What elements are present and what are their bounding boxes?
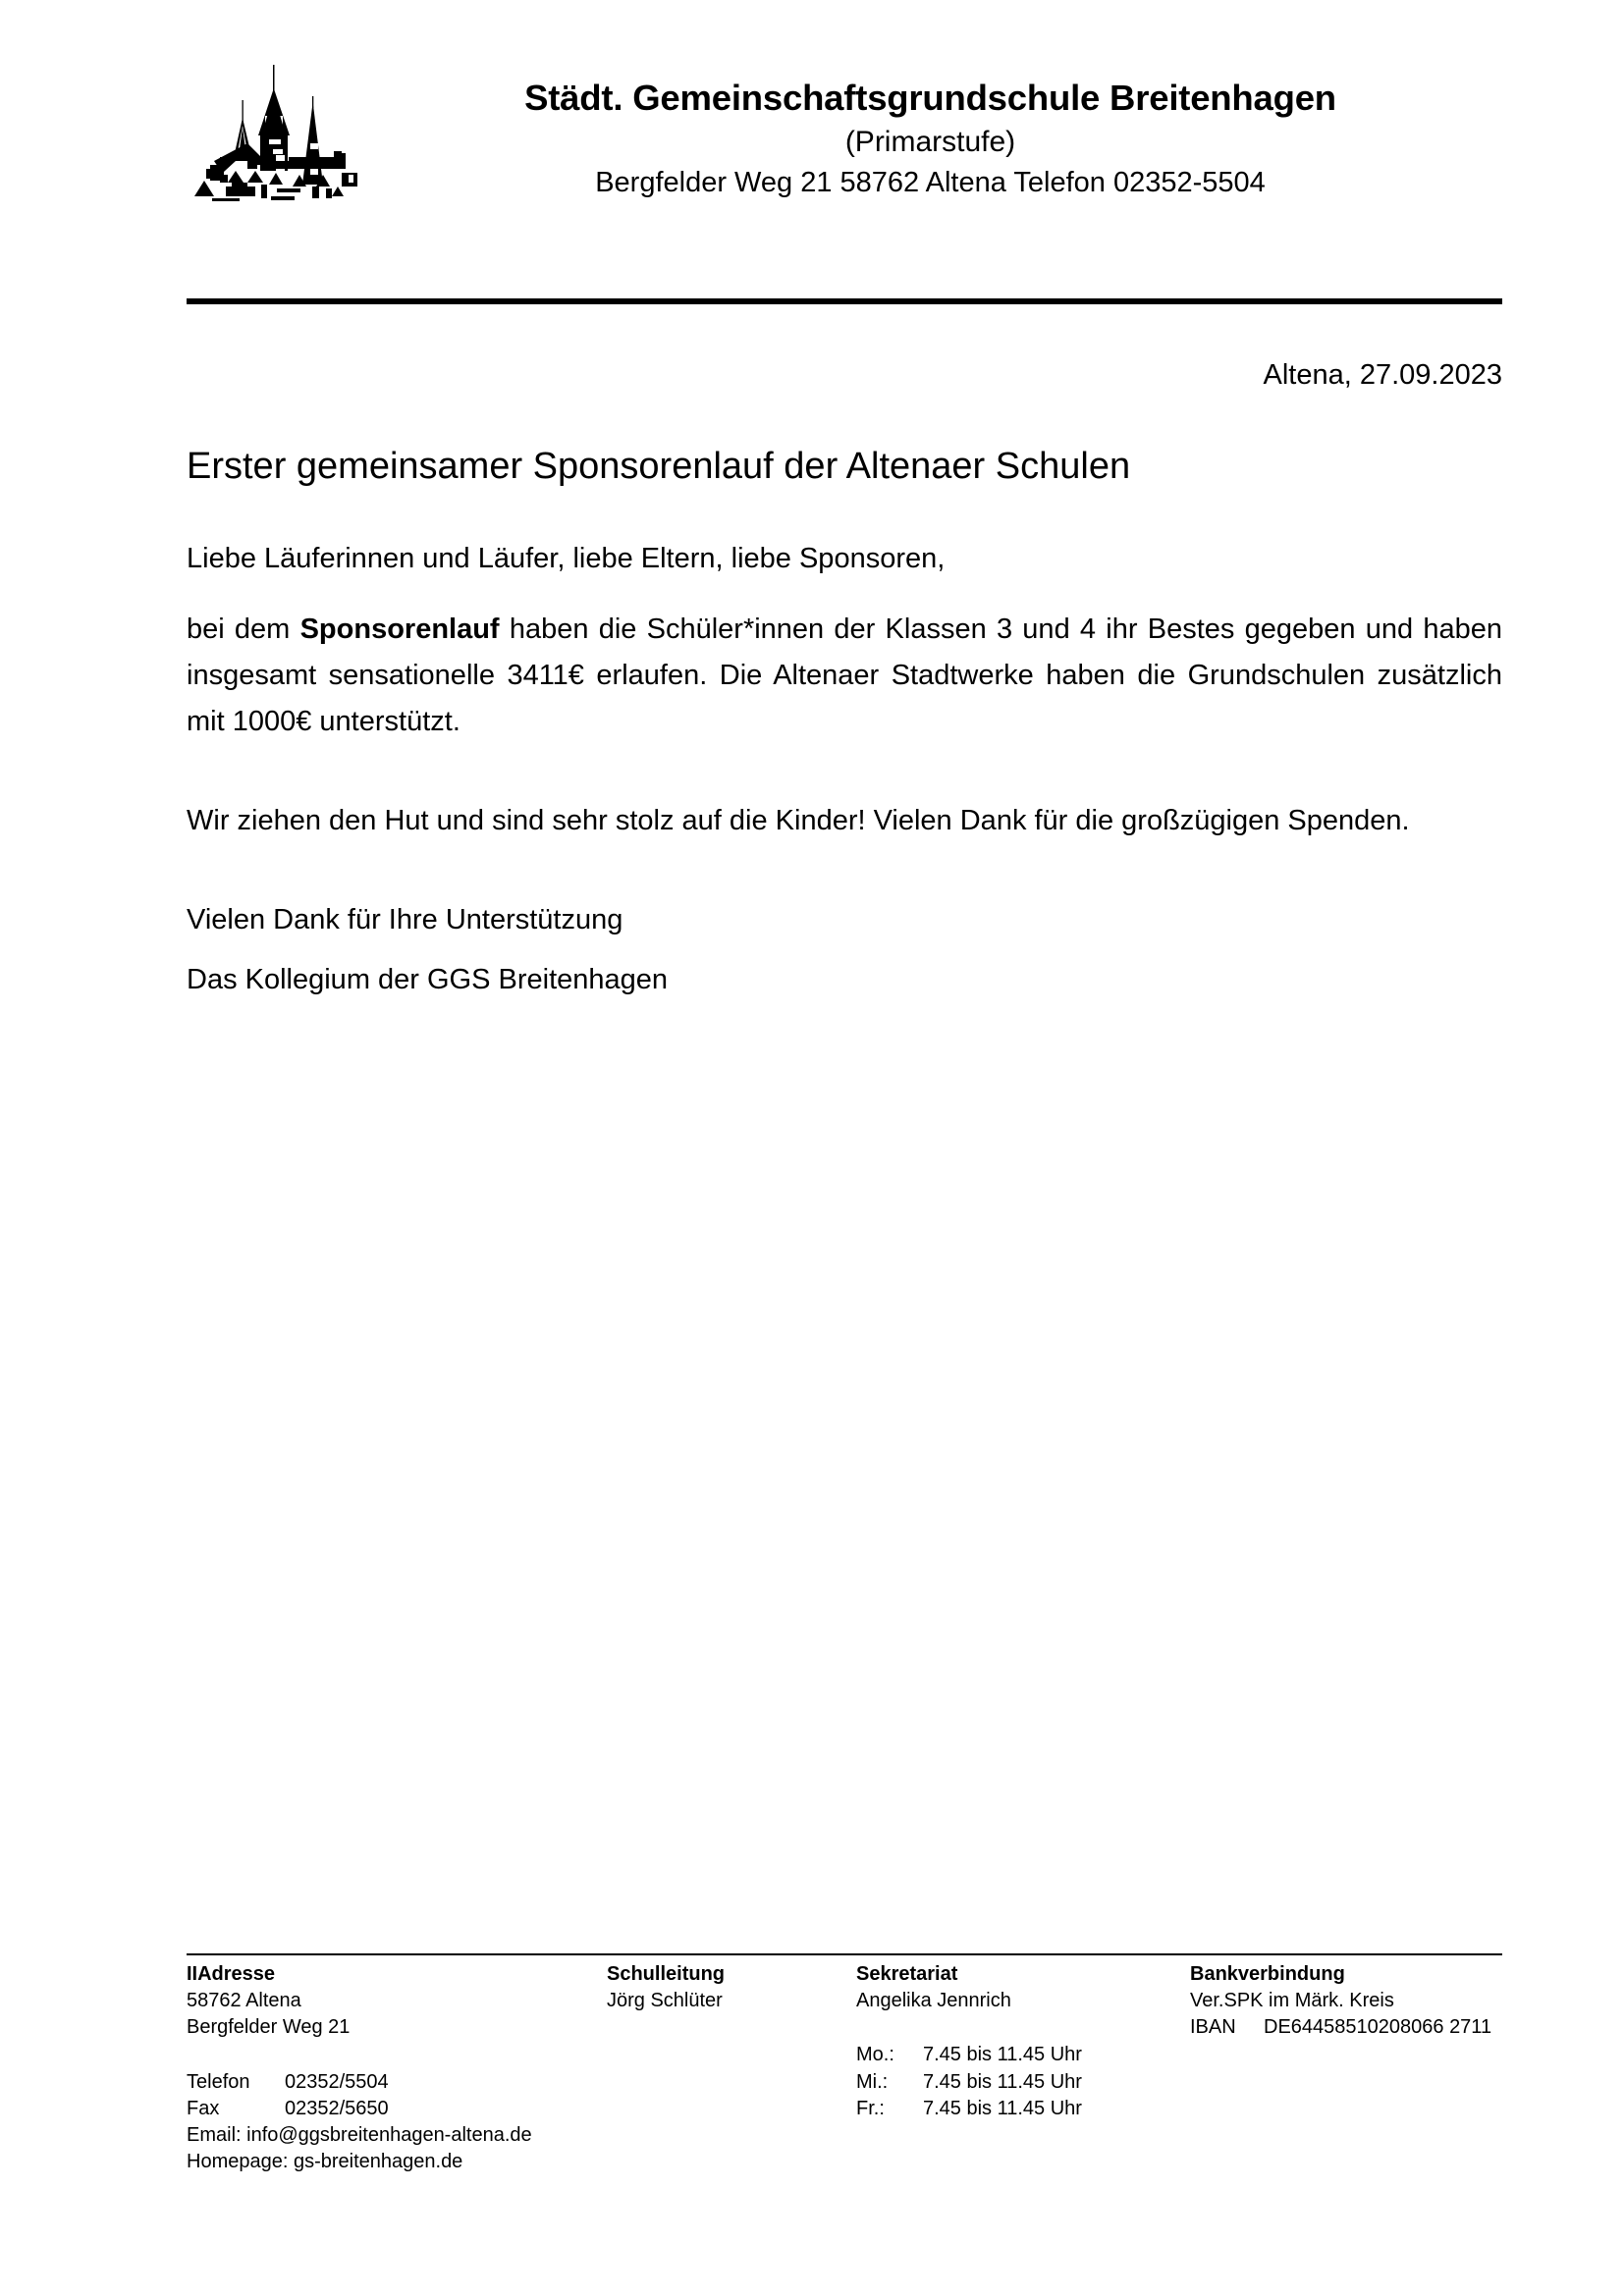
salutation: Liebe Läuferinnen und Läufer, liebe Eltern, liebe Sponsoren, [187, 542, 946, 574]
paragraph-sponsorenlauf [187, 607, 1502, 745]
letter-footer [187, 1961, 1561, 2175]
footer-divider [187, 1953, 1502, 1955]
footer-office-hours-day: Fr.: [856, 2097, 885, 2119]
footer-management-name: Jörg Schlüter [607, 1990, 723, 2012]
footer-office-heading: Sekretariat [856, 1963, 958, 1985]
footer-iban-value: DE64458510208066 2711 [1264, 2016, 1492, 2039]
school-logo [187, 57, 358, 201]
footer-phone-value: 02352/5504 [285, 2070, 389, 2093]
footer-office-hours-row [856, 2069, 1190, 2096]
paragraph-thanks: Wir ziehen den Hut und sind sehr stolz auf die Kinder! Vielen Dank für die großzügigen Spenden. [187, 805, 1410, 837]
footer-address-street: Bergfelder Weg 21 [187, 2016, 351, 2039]
footer-address-spacer [187, 2042, 607, 2069]
letterhead-text [358, 57, 1502, 202]
footer-homepage[interactable]: Homepage: gs-breitenhagen.de [187, 2151, 463, 2173]
footer-office-name: Angelika Jennrich [856, 1990, 1011, 2012]
footer-iban-row [1190, 2014, 1543, 2041]
footer-fax-row [187, 2096, 607, 2122]
letterhead [187, 57, 1502, 229]
footer-email[interactable]: Email: info@ggsbreitenhagen-altena.de [187, 2123, 532, 2146]
paragraph-1-rest: haben die Schüler*innen der Klassen 3 und 4 ihr Bestes gegeben und haben insgesamt sensationelle 3411€ erlaufen. Die Altenaer Stadtwerke haben die Grundschulen zusätzlich mit 1000€ unterstützt. [187, 614, 1502, 738]
footer-phone-row [187, 2069, 607, 2096]
place-and-date: Altena, 27.09.2023 [1263, 359, 1502, 391]
footer-management-heading: Schulleitung [607, 1963, 725, 1985]
signature-line: Das Kollegium der GGS Breitenhagen [187, 964, 669, 996]
footer-office-hours-time: 7.45 bis 11.45 Uhr [923, 2070, 1082, 2093]
page-title: Erster gemeinsamer Sponsorenlauf der Altenaer Schulen [187, 446, 1131, 487]
paragraph-1-lead: bei dem [187, 614, 300, 646]
school-address: Bergfelder Weg 21 58762 Altena Telefon 02352-5504 [595, 166, 1266, 198]
footer-office-hours-time: 7.45 bis 11.45 Uhr [923, 2044, 1082, 2066]
footer-office-hours-time: 7.45 bis 11.45 Uhr [923, 2097, 1082, 2119]
footer-column-address [187, 1961, 607, 2175]
footer-office-hours-row [856, 2096, 1190, 2122]
closing-line: Vielen Dank für Ihre Unterstützung [187, 904, 623, 936]
footer-office-hours-day: Mi.: [856, 2070, 889, 2093]
footer-column-office [856, 1961, 1190, 2122]
header-divider [187, 298, 1502, 304]
footer-iban-label: IBAN [1190, 2016, 1236, 2039]
footer-fax-label: Fax [187, 2097, 220, 2119]
footer-office-hours-row [856, 2042, 1190, 2068]
footer-bank-heading: Bankverbindung [1190, 1963, 1345, 1985]
paragraph-1-emphasis: Sponsorenlauf [299, 614, 500, 646]
footer-address-heading: IIAdresse [187, 1963, 276, 1985]
footer-office-spacer [856, 2014, 1190, 2042]
footer-column-management [607, 1961, 856, 2014]
school-name: Städt. Gemeinschaftsgrundschule Breitenhagen [524, 78, 1336, 118]
footer-bank-institute: Ver.SPK im Märk. Kreis [1190, 1990, 1394, 2012]
footer-office-hours-day: Mo.: [856, 2044, 894, 2066]
altena-castle-skyline-icon [187, 59, 358, 201]
footer-column-bank [1190, 1961, 1543, 2042]
footer-phone-label: Telefon [187, 2070, 250, 2093]
footer-fax-value: 02352/5650 [285, 2097, 389, 2119]
letter-body [187, 444, 1502, 1029]
footer-address-city: 58762 Altena [187, 1990, 301, 2012]
school-subtitle: (Primarstufe) [844, 125, 1016, 158]
